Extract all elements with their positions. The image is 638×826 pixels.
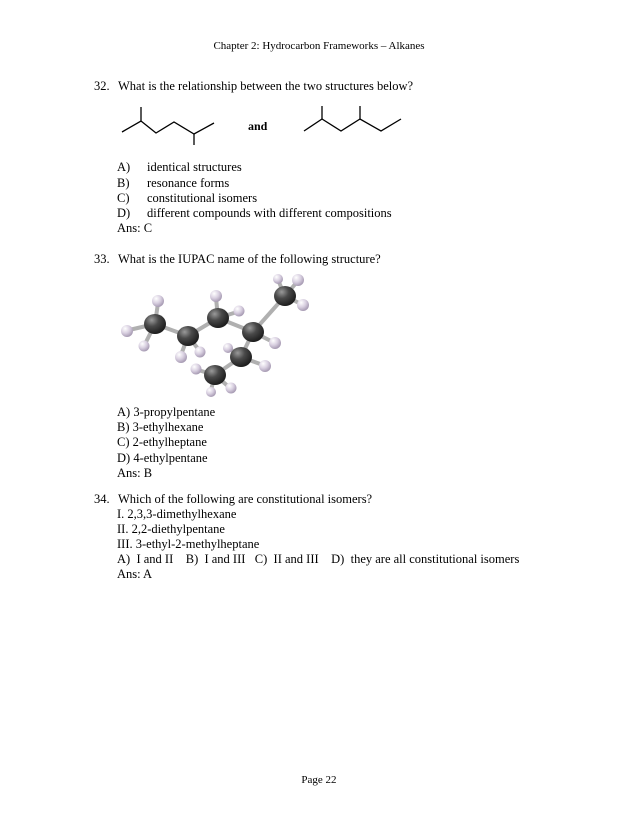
option-c xyxy=(117,191,257,206)
answer-33: Ans: B xyxy=(117,466,153,480)
question-33 xyxy=(94,252,381,267)
skeletal-structure-right xyxy=(300,105,410,140)
ball-and-stick-model xyxy=(115,272,325,397)
question-number: 34. xyxy=(94,492,110,506)
option-letter: B) xyxy=(117,176,130,190)
and-label: and xyxy=(248,119,268,133)
option-letter: C) xyxy=(117,191,130,205)
option-text: different compounds with different compositions xyxy=(147,206,392,220)
isomer-item-1: I. 2,3,3-dimethylhexane xyxy=(117,507,237,521)
page-number: Page 22 xyxy=(301,774,337,786)
option-a: A) 3-propylpentane xyxy=(117,405,216,419)
option-b: B) 3-ethylhexane xyxy=(117,420,204,434)
answer-choices: A) I and II B) I and III C) II and III D) they are all constitutional isomers xyxy=(117,552,520,566)
question-text: What is the IUPAC name of the following structure? xyxy=(118,252,381,266)
option-text: constitutional isomers xyxy=(147,191,258,205)
question-34 xyxy=(94,492,372,507)
option-letter: A) xyxy=(117,160,131,174)
isomer-item-2: II. 2,2-diethylpentane xyxy=(117,522,225,536)
skeletal-structure-left xyxy=(118,105,233,145)
question-text: Which of the following are constitutional isomers? xyxy=(118,492,373,506)
question-32 xyxy=(94,79,413,94)
isomer-item-3: III. 3-ethyl-2-methylheptane xyxy=(117,537,260,551)
answer-32: Ans: C xyxy=(117,221,153,235)
option-c: C) 2-ethylheptane xyxy=(117,435,207,449)
page-header: Chapter 2: Hydrocarbon Frameworks – Alkanes xyxy=(213,40,425,52)
option-d: D) 4-ethylpentane xyxy=(117,451,208,465)
option-text: identical structures xyxy=(147,160,242,174)
option-a xyxy=(117,160,242,175)
question-number: 32. xyxy=(94,79,110,93)
question-text: What is the relationship between the two structures below? xyxy=(118,79,414,93)
option-letter: D) xyxy=(117,206,131,220)
question-number: 33. xyxy=(94,252,110,266)
option-b xyxy=(117,176,229,191)
option-text: resonance forms xyxy=(147,176,230,190)
option-d xyxy=(117,206,392,221)
answer-34: Ans: A xyxy=(117,567,153,581)
